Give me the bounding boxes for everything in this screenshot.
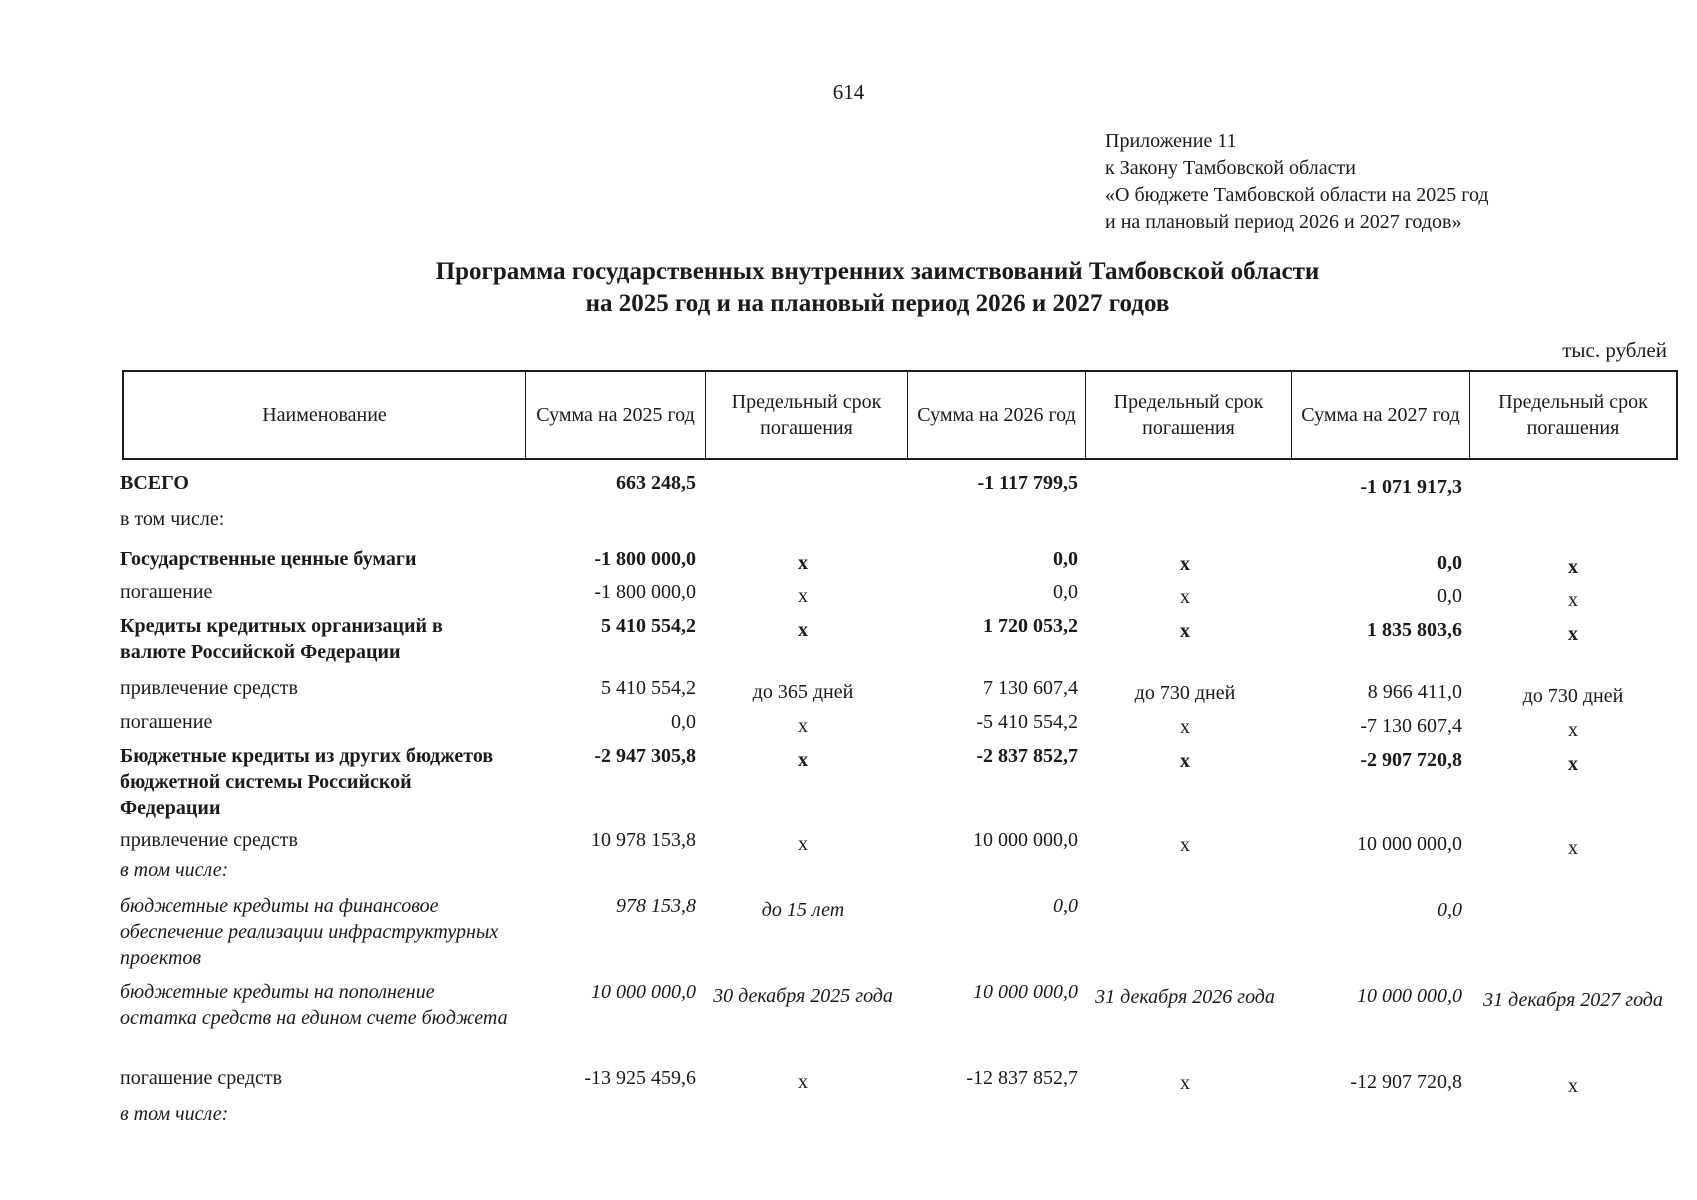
- term-2027: х: [1568, 623, 1578, 645]
- header-name: Наименование: [124, 372, 526, 458]
- table-row: [120, 546, 1680, 579]
- sum-2026: -1 117 799,5: [977, 472, 1078, 494]
- sum-2025: 10 000 000,0: [591, 981, 696, 1003]
- table-row: [120, 470, 1680, 506]
- sum-2027: 0,0: [1437, 585, 1462, 607]
- term-2026: [1082, 893, 1288, 979]
- sum-2026: 0,0: [1053, 581, 1078, 603]
- sum-2027: 8 966 411,0: [1367, 681, 1462, 703]
- term-2026: х: [1180, 553, 1190, 575]
- appendix-line: «О бюджете Тамбовской области на 2025 год: [1105, 184, 1489, 206]
- sum-2025: -2 947 305,8: [594, 745, 696, 767]
- sum-2025: 5 410 554,2: [601, 677, 696, 699]
- sum-2027: 0,0: [1437, 899, 1462, 921]
- sum-2025: -13 925 459,6: [584, 1067, 696, 1089]
- sum-2025: 10 978 153,8: [591, 829, 696, 851]
- term-2026: х: [1180, 620, 1190, 642]
- appendix-line: к Закону Тамбовской области: [1105, 157, 1356, 179]
- term-2025: [702, 857, 904, 893]
- term-2025: 30 декабря 2025 года: [713, 985, 893, 1007]
- table-row: [120, 893, 1680, 979]
- term-2027: х: [1568, 719, 1578, 741]
- appendix-reference: [1105, 128, 1489, 236]
- term-2025: [702, 1101, 904, 1131]
- row-name: привлечение средств: [120, 829, 298, 851]
- table-row: [120, 709, 1680, 743]
- term-2027: до 730 дней: [1522, 685, 1624, 707]
- sum-2025: [522, 1101, 702, 1131]
- term-2025: х: [798, 715, 808, 737]
- row-name: Бюджетные кредиты из других бюджетов бюджетной системы Российской Федерации: [120, 745, 494, 819]
- term-2027: х: [1568, 589, 1578, 611]
- sum-2027: 10 000 000,0: [1357, 985, 1462, 1007]
- term-2027: [1466, 893, 1680, 979]
- term-2026: [1082, 470, 1288, 506]
- sum-2026: -12 837 852,7: [966, 1067, 1078, 1089]
- sum-2026: 0,0: [1053, 548, 1078, 570]
- row-name: погашение средств: [120, 1067, 283, 1089]
- term-2026: до 730 дней: [1134, 682, 1236, 704]
- page-number: 614: [832, 80, 865, 104]
- table-row: [120, 743, 1680, 827]
- term-2025: х: [798, 833, 808, 855]
- table-header: [122, 370, 1678, 460]
- sum-2027: 0,0: [1437, 552, 1462, 574]
- sum-2026: [904, 506, 1082, 546]
- term-2026: 31 декабря 2026 года: [1095, 986, 1275, 1008]
- sum-2025: [522, 857, 702, 893]
- sum-2026: [904, 857, 1082, 893]
- term-2027: [1466, 857, 1680, 893]
- sum-2026: [904, 1101, 1082, 1131]
- sum-2026: 7 130 607,4: [983, 677, 1078, 699]
- table-row: [120, 1101, 1680, 1131]
- term-2027: 31 декабря 2027 года: [1483, 989, 1663, 1011]
- term-2027: х: [1568, 556, 1578, 578]
- table-row: [120, 675, 1680, 709]
- table-row: [120, 979, 1680, 1065]
- term-2025: х: [798, 1071, 808, 1093]
- sum-2025: 978 153,8: [616, 895, 696, 917]
- sum-2025: -1 800 000,0: [594, 548, 696, 570]
- term-2025: х: [798, 619, 808, 641]
- header-sum-2025: Сумма на 2025 год: [526, 372, 706, 458]
- term-2026: х: [1180, 750, 1190, 772]
- table-row: [120, 827, 1680, 857]
- sum-2027: [1288, 857, 1466, 893]
- row-name: в том числе:: [120, 859, 229, 881]
- sum-2025: -1 800 000,0: [594, 581, 696, 603]
- table-row: [120, 857, 1680, 893]
- sum-2025: 0,0: [671, 711, 696, 733]
- sum-2025: 5 410 554,2: [601, 615, 696, 637]
- row-name: бюджетные кредиты на пополнение остатка средств на едином счете бюджета: [120, 981, 508, 1029]
- header-term-2027: Предельный срок погашения: [1498, 391, 1648, 439]
- appendix-line: Приложение 11: [1105, 130, 1237, 152]
- term-2026: х: [1180, 834, 1190, 856]
- row-name: Кредиты кредитных организаций в валюте Российской Федерации: [120, 615, 443, 663]
- sum-2027: -2 907 720,8: [1360, 749, 1462, 771]
- sum-2027: 1 835 803,6: [1367, 619, 1462, 641]
- term-2025: х: [798, 749, 808, 771]
- title-line: Программа государственных внутренних заимствований Тамбовской области: [435, 258, 1320, 285]
- term-2027: х: [1568, 837, 1578, 859]
- row-name: в том числе:: [120, 1103, 229, 1125]
- row-name: ВСЕГО: [120, 472, 189, 494]
- sum-2027: -1 071 917,3: [1360, 476, 1462, 498]
- term-2027: [1466, 470, 1680, 506]
- header-term-2026: Предельный срок погашения: [1086, 372, 1292, 458]
- sum-2025: [522, 506, 702, 546]
- term-2027: х: [1568, 1075, 1578, 1097]
- sum-2026: 10 000 000,0: [973, 981, 1078, 1003]
- term-2025: [702, 506, 904, 546]
- header-term-2025: Предельный срок погашения: [706, 372, 908, 458]
- sum-2027: 10 000 000,0: [1357, 833, 1462, 855]
- appendix-line: и на плановый период 2026 и 2027 годов»: [1105, 211, 1462, 233]
- term-2026: [1082, 506, 1288, 546]
- row-name: погашение: [120, 581, 213, 603]
- row-name: привлечение средств: [120, 677, 298, 699]
- sum-2026: 0,0: [1053, 895, 1078, 917]
- term-2025: до 365 дней: [752, 681, 854, 703]
- term-2025: до 15 лет: [761, 899, 845, 921]
- term-2026: х: [1180, 716, 1190, 738]
- table-row: [120, 579, 1680, 613]
- sum-2027: [1288, 1101, 1466, 1131]
- sum-2026: -5 410 554,2: [976, 711, 1078, 733]
- term-2026: х: [1180, 1072, 1190, 1094]
- document-title: [340, 256, 1415, 320]
- sum-2027: -12 907 720,8: [1350, 1071, 1462, 1093]
- term-2025: х: [798, 585, 808, 607]
- header-sum-2026: Сумма на 2026 год: [908, 372, 1086, 458]
- row-name: бюджетные кредиты на финансовое обеспечение реализации инфраструктурных проектов: [120, 895, 499, 969]
- sum-2027: -7 130 607,4: [1360, 715, 1462, 737]
- row-name: в том числе:: [120, 508, 225, 530]
- sum-2026: 10 000 000,0: [973, 829, 1078, 851]
- row-name: погашение: [120, 711, 213, 733]
- table-row: [120, 506, 1680, 546]
- term-2026: х: [1180, 586, 1190, 608]
- term-2027: [1466, 1101, 1680, 1131]
- row-name: Государственные ценные бумаги: [120, 548, 417, 570]
- term-2026: [1082, 1101, 1288, 1131]
- term-2026: [1082, 857, 1288, 893]
- table-body: [120, 470, 1680, 1131]
- header-sum-2027: Сумма на 2027 год: [1292, 372, 1470, 458]
- term-2027: х: [1568, 753, 1578, 775]
- sum-2027: [1288, 506, 1466, 546]
- sum-2025: 663 248,5: [616, 472, 696, 494]
- sum-2026: 1 720 053,2: [983, 615, 1078, 637]
- units-label: тыс. рублей: [1562, 338, 1667, 362]
- term-2027: [1466, 506, 1680, 546]
- sum-2026: -2 837 852,7: [976, 745, 1078, 767]
- title-line: на 2025 год и на плановый период 2026 и 2027 годов: [585, 290, 1170, 317]
- table-row: [120, 613, 1680, 675]
- term-2025: [702, 470, 904, 506]
- table-row: [120, 1065, 1680, 1101]
- term-2025: х: [798, 552, 808, 574]
